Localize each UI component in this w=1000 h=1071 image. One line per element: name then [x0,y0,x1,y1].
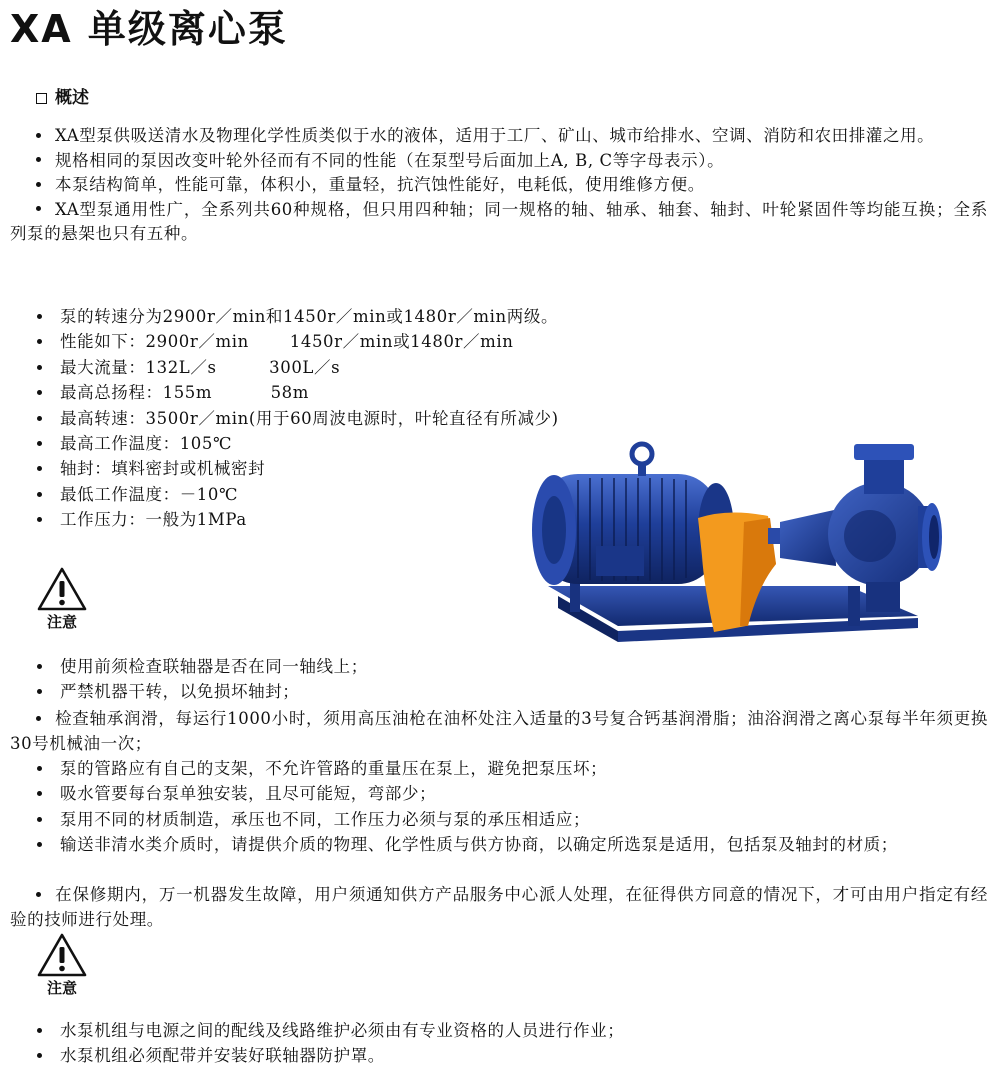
page-title: XA 单级离心泵 [10,7,288,51]
bullet-icon [36,182,41,187]
bullet-icon [37,339,42,344]
warning-label: 注意 [46,979,77,997]
pump-image [518,436,948,648]
list-item: 性能如下：2900r／min 1450r／min或1480r／min [34,329,559,354]
list-item: 最大流量：132L／s 300L／s [34,355,559,380]
bullet-icon [36,716,41,721]
checkbox-square-icon [36,93,47,104]
overview-paragraph: 规格相同的泵因改变叶轮外径而有不同的性能（在泵型号后面加上A, B, C等字母表示）。 [10,149,988,174]
bullet-icon [37,314,42,319]
list-item: 使用前须检查联轴器是否在同一轴线上； [34,654,984,679]
bullet-icon [37,441,42,446]
bullet-icon [37,1053,42,1058]
list-item: 水泵机组必须配带并安装好联轴器防护罩。 [34,1043,984,1068]
list-item: 最高转速：3500r／min(用于60周波电源时，叶轮直径有所减少) [34,406,559,431]
warning-label: 注意 [46,613,77,631]
bullet-icon [37,517,42,522]
list-item: 吸水管要每台泵单独安装，且尽可能短，弯部少； [34,781,984,806]
warning-sign [34,932,90,997]
list-item: 水泵机组与电源之间的配线及线路维护必须由有专业资格的人员进行作业； [34,1018,984,1043]
list-item: 最高总扬程：155m 58m [34,380,559,405]
bullet-icon [37,689,42,694]
bullet-icon [37,791,42,796]
list-item: 泵用不同的材质制造，承压也不同，工作压力必须与泵的承压相适应； [34,807,984,832]
bullet-icon [37,664,42,669]
list-item: 轴封：填料密封或机械密封 [34,456,559,481]
bullet-icon [37,390,42,395]
overview-paragraph: 本泵结构简单，性能可靠，体积小，重量轻，抗汽蚀性能好，电耗低，使用维修方便。 [10,173,988,198]
list-item: 严禁机器干转，以免损坏轴封； [34,679,984,704]
overview-paragraph: XA型泵通用性广，全系列共60种规格，但只用四种轴；同一规格的轴、轴承、轴套、轴封、叶轮紧固件等均能互换；全系列泵的悬架也只有五种。 [10,199,988,244]
bullet-icon [36,892,41,897]
bullet-icon [37,416,42,421]
list-item: 最低工作温度：－10℃ [34,482,559,507]
bullet-icon [36,133,41,138]
warning-triangle-icon [36,932,88,978]
bullet-icon [36,157,41,162]
section-heading [36,86,89,110]
list-item: 泵的管路应有自己的支架，不允许管路的重量压在泵上，避免把泵压坏； [34,756,984,781]
notes-paragraph-block [10,707,988,756]
warning-triangle-icon [36,566,88,612]
notes-list [34,756,984,858]
bullet-icon [37,842,42,847]
bullet-icon [37,466,42,471]
list-item: 最高工作温度：105℃ [34,431,559,456]
notes-paragraph-block [10,883,988,932]
section-heading-label: 概述 [55,88,89,108]
warning-sign [34,566,90,631]
overview-block [10,124,988,247]
bullet-icon [37,766,42,771]
bullet-icon [37,1028,42,1033]
safety-list [34,1018,984,1069]
overview-paragraph: XA型泵供吸送清水及物理化学性质类似于水的液体，适用于工厂、矿山、城市给排水、空调、消防和农田排灌之用。 [10,124,988,149]
bullet-icon [37,492,42,497]
notes-paragraph: 在保修期内，万一机器发生故障，用户须通知供方产品服务中心派人处理，在征得供方同意的情况下，才可由用户指定有经验的技师进行处理。 [10,885,988,929]
spec-list [34,304,559,533]
notes-list [34,654,984,705]
notes-paragraph: 检查轴承润滑，每运行1000小时，须用高压油枪在油杯处注入适量的3号复合钙基润滑脂；油浴润滑之离心泵每半年须更换30号机械油一次； [10,709,988,753]
list-item: 工作压力：一般为1MPa [34,507,559,532]
list-item: 泵的转速分为2900r／min和1450r／min或1480r／min两级。 [34,304,559,329]
bullet-icon [37,817,42,822]
bullet-icon [36,206,41,211]
bullet-icon [37,365,42,370]
list-item: 输送非清水类介质时，请提供介质的物理、化学性质与供方协商，以确定所选泵是适用，包括泵及轴封的材质； [34,832,984,857]
